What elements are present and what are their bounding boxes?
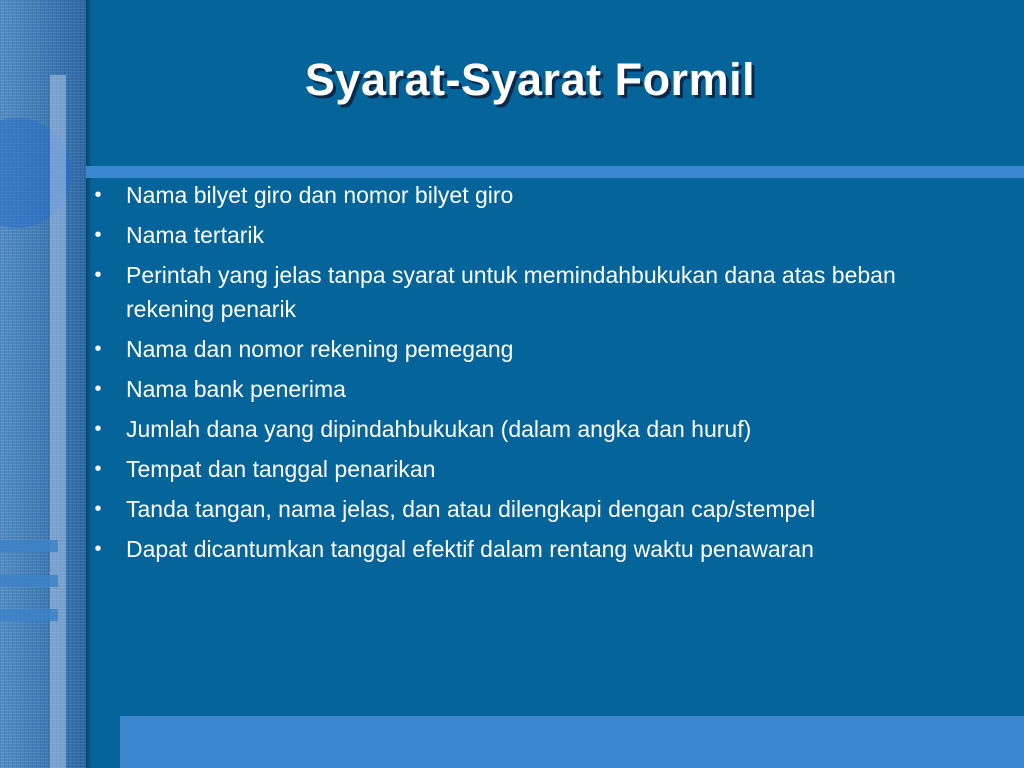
- bullet-marker: •: [94, 458, 102, 480]
- left-decorative-strip: [0, 0, 86, 768]
- bullet-text: Tempat dan tanggal penarikan: [126, 456, 436, 482]
- bullet-text: Tanda tangan, nama jelas, dan atau dilengkapi dengan cap/stempel: [126, 496, 816, 522]
- bullet-item: [88, 178, 968, 212]
- bullet-marker: •: [94, 224, 102, 246]
- bullet-marker: •: [94, 378, 102, 400]
- bullet-item: [88, 258, 968, 326]
- bullet-list: [88, 178, 968, 566]
- decorative-vertical-line: [50, 75, 66, 768]
- strip-gradient: [0, 0, 86, 768]
- bullet-item: [88, 532, 968, 566]
- bullet-text: Dapat dicantumkan tanggal efektif dalam rentang waktu penawaran: [126, 536, 814, 562]
- bullet-item: [88, 372, 968, 406]
- bullet-marker: •: [94, 264, 102, 286]
- bullet-marker: •: [94, 498, 102, 520]
- bullet-item: [88, 452, 968, 486]
- bottom-accent-box: [120, 716, 1024, 768]
- decorative-bar: [0, 575, 58, 587]
- bullet-text: Jumlah dana yang dipindahbukukan (dalam angka dan huruf): [126, 416, 752, 442]
- bullet-text: Nama dan nomor rekening pemegang: [126, 336, 514, 362]
- bullet-text: Nama tertarik: [126, 222, 265, 248]
- decorative-bar: [0, 609, 58, 621]
- bullet-text: Perintah yang jelas tanpa syarat untuk memindahbukukan dana atas beban rekening penarik: [126, 262, 896, 322]
- bullet-text: Nama bilyet giro dan nomor bilyet giro: [126, 182, 514, 208]
- bullet-item: [88, 492, 968, 526]
- bullet-text: Nama bank penerima: [126, 376, 346, 402]
- slide-title: Syarat-Syarat Formil: [304, 54, 756, 105]
- bullet-item: [88, 332, 968, 366]
- bullet-marker: •: [94, 184, 102, 206]
- decorative-bar: [0, 540, 58, 552]
- title-divider: [86, 166, 1024, 178]
- bullet-marker: •: [94, 418, 102, 440]
- bullet-item: [88, 218, 968, 252]
- bullet-item: [88, 412, 968, 446]
- bullet-marker: •: [94, 338, 102, 360]
- bullet-marker: •: [94, 538, 102, 560]
